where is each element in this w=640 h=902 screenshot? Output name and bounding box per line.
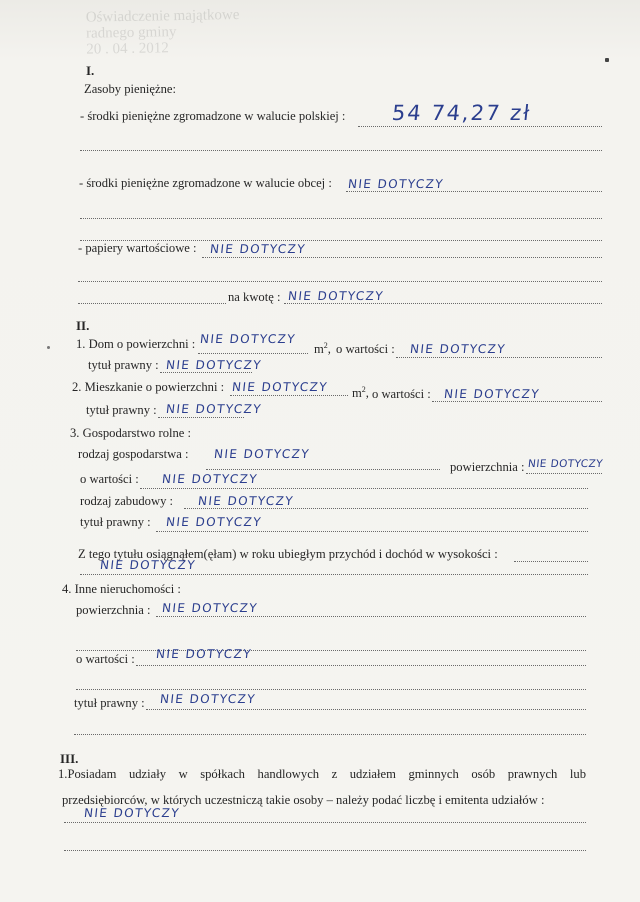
- flat-title-label: tytuł prawny :: [86, 403, 157, 417]
- other-property-label: 4. Inne nieruchomości :: [62, 582, 181, 596]
- foreign-funds-value: NIE DOTYCZY: [347, 177, 445, 191]
- house-value-line: [396, 357, 602, 358]
- foreign-funds-line: [346, 191, 602, 192]
- house-value-label: o wartości :: [336, 342, 395, 356]
- other-title-label: tytuł prawny :: [74, 696, 145, 710]
- farm-area-value: NIE DOTYCZY: [527, 458, 604, 470]
- section-3-number: III.: [60, 751, 79, 766]
- flat-unit: $m^2$,: [352, 384, 369, 400]
- farm-value: NIE DOTYCZY: [161, 472, 259, 486]
- amount-line: [284, 303, 602, 304]
- securities-value: NIE DOTYCZY: [209, 242, 307, 256]
- flat-value-label: o wartości :: [372, 387, 431, 401]
- foreign-funds-label: - środki pieniężne zgromadzone w walucie obcej :: [79, 176, 332, 190]
- pln-funds-label: - środki pieniężne zgromadzone w walucie polskiej :: [80, 109, 346, 123]
- margin-dot: [47, 346, 50, 349]
- house-title-value: NIE DOTYCZY: [165, 358, 263, 372]
- farm-income-line: [80, 574, 588, 575]
- farm-income-label: Z tego tytułu osiągnąłem(ęłam) w roku ubiegłym przychód i dochód w wysokości :: [78, 547, 498, 561]
- blank-line: [80, 150, 602, 151]
- farm-value-line: [140, 488, 588, 489]
- securities-line: [202, 257, 602, 258]
- house-value: NIE DOTYCZY: [409, 342, 507, 356]
- shares-line-1: 1.Posiadam udziały w spółkach handlowych z udziałem gminnych osób prawnych lub: [58, 767, 586, 781]
- blank-line: [78, 281, 602, 282]
- blank-line: [76, 689, 586, 690]
- shares-line: [64, 822, 586, 823]
- section-1-title: Zasoby pieniężne:: [84, 82, 176, 96]
- flat-area-value: NIE DOTYCZY: [231, 380, 329, 394]
- house-area-line: [198, 353, 308, 354]
- farm-building-value: NIE DOTYCZY: [197, 494, 295, 508]
- farm-label: 3. Gospodarstwo rolne :: [70, 426, 192, 440]
- farm-title-value: NIE DOTYCZY: [165, 515, 263, 529]
- farm-building-label: rodzaj zabudowy :: [80, 494, 174, 508]
- other-area-label: powierzchnia :: [76, 603, 151, 617]
- farm-type-line: [206, 469, 440, 470]
- section-1-number: I.: [86, 63, 95, 78]
- farm-income-value: NIE DOTYCZY: [99, 558, 197, 572]
- farm-area-label: powierzchnia :: [450, 460, 525, 474]
- house-area-label: 1. Dom o powierzchni :: [76, 337, 196, 351]
- other-value-label: o wartości :: [76, 652, 135, 666]
- shares-value: NIE DOTYCZY: [83, 806, 181, 820]
- pln-funds-value: 54 74,27 zł: [390, 101, 533, 125]
- amount-value: NIE DOTYCZY: [287, 289, 385, 303]
- flat-title-value: NIE DOTYCZY: [165, 402, 263, 416]
- flat-value-line: [432, 401, 602, 402]
- house-title-line: [160, 372, 252, 373]
- amount-lead-line: [78, 303, 226, 304]
- flat-value: NIE DOTYCZY: [443, 387, 541, 401]
- flat-area-line: [230, 395, 348, 396]
- other-title-value: NIE DOTYCZY: [159, 692, 257, 706]
- house-area-value: NIE DOTYCZY: [199, 332, 297, 346]
- house-unit: $m^2$,: [314, 340, 331, 356]
- other-value: NIE DOTYCZY: [155, 647, 253, 661]
- other-area-line: [156, 616, 586, 617]
- farm-type-value: NIE DOTYCZY: [213, 447, 311, 461]
- other-title-line: [146, 709, 586, 710]
- house-title-label: tytuł prawny :: [88, 358, 159, 372]
- farm-title-line: [156, 531, 588, 532]
- faint-bleed-through-header: Oświadczenie majątkowe radnego gminy 20 . 04 . 2012: [85, 6, 240, 58]
- amount-label: na kwotę :: [228, 290, 281, 304]
- farm-building-line: [184, 508, 588, 509]
- blank-line: [64, 850, 586, 851]
- other-value-line: [136, 665, 586, 666]
- other-area-value: NIE DOTYCZY: [161, 601, 259, 615]
- blank-line: [80, 218, 602, 219]
- farm-title-label: tytuł prawny :: [80, 515, 151, 529]
- flat-area-label: 2. Mieszkanie o powierzchni :: [72, 380, 225, 394]
- securities-label: - papiery wartościowe :: [78, 241, 197, 255]
- blank-line: [74, 734, 586, 735]
- flat-title-line: [158, 417, 244, 418]
- farm-income-line-end: [514, 561, 588, 562]
- farm-value-label: o wartości :: [80, 472, 139, 486]
- corner-mark: [605, 58, 609, 62]
- pln-funds-line: [358, 126, 602, 127]
- farm-type-label: rodzaj gospodarstwa :: [78, 447, 189, 461]
- blank-line: [76, 650, 586, 651]
- shares-line-2: przedsiębiorców, w których uczestniczą takie osoby – należy podać liczbę i emitenta udziałów :: [62, 793, 545, 807]
- farm-area-line: [526, 473, 602, 474]
- section-2-number: II.: [76, 318, 90, 333]
